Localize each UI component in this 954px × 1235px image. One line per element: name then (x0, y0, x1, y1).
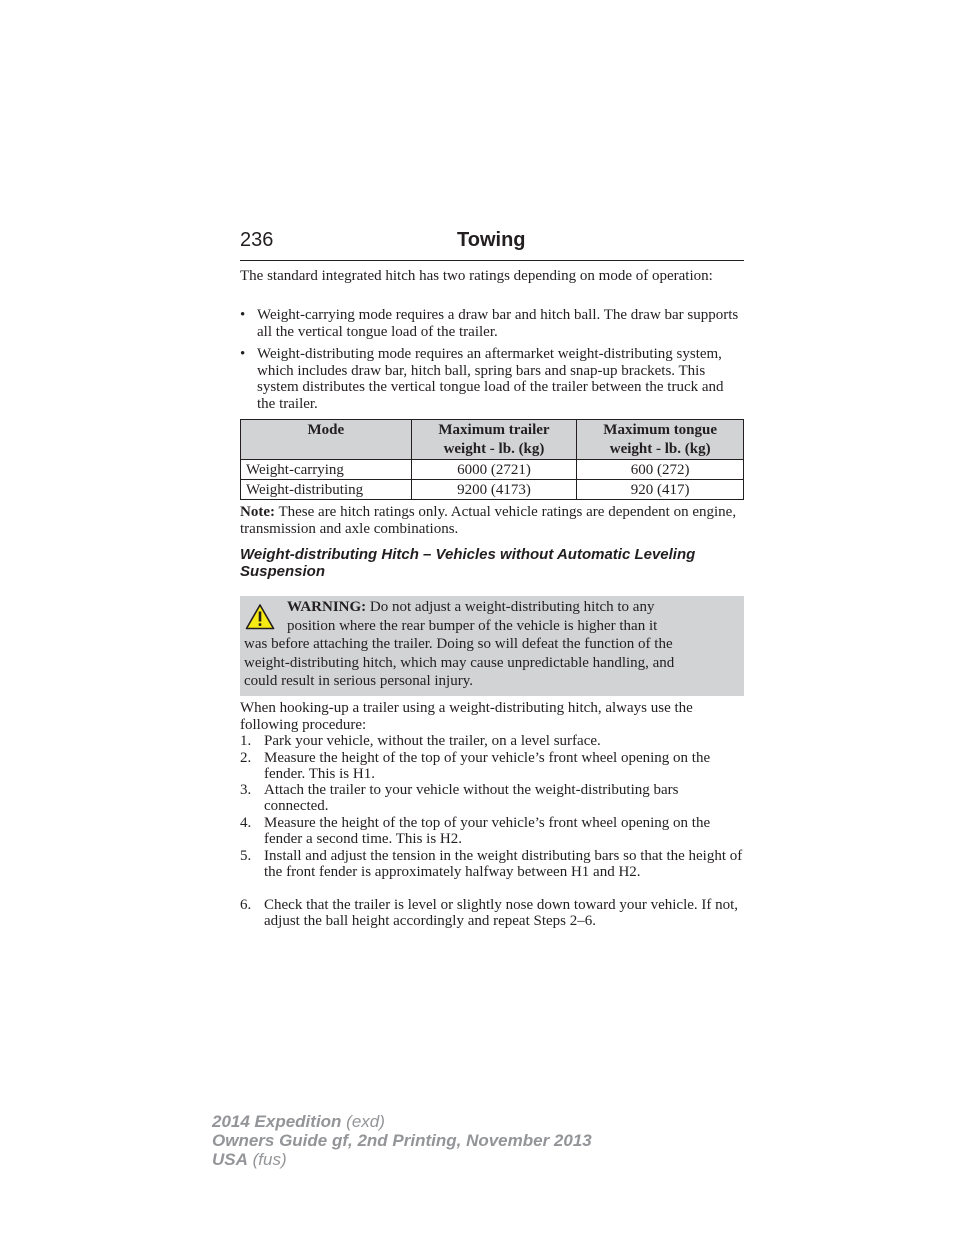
hitch-ratings-table (240, 419, 744, 500)
step-text: Measure the height of the top of your vehicle’s front wheel opening on the fender. This is H1. (264, 749, 711, 782)
table-row (241, 460, 744, 480)
bullet-symbol: • (240, 346, 246, 362)
step-number: 5. (240, 847, 252, 864)
step-text: Measure the height of the top of your vehicle’s front wheel opening on the fender a second time. This is H2. (264, 815, 711, 848)
table-cell-tongue-weight: 920 (417) (577, 480, 744, 500)
warning-line (287, 598, 654, 616)
column-header-mode: Mode (241, 420, 412, 460)
step-text: Park your vehicle, without the trailer, on a level surface. (264, 733, 601, 749)
footer-market-code: (fus) (252, 1150, 287, 1169)
table-row (241, 480, 744, 500)
warning-line: position where the rear bumper of the vehicle is higher than it (287, 617, 658, 634)
procedure-intro: When hooking-up a trailer using a weight-distributing hitch, always use the following procedure: (240, 700, 693, 733)
note-paragraph (240, 504, 745, 537)
procedure-step (240, 733, 745, 749)
footer-model-code: (exd) (346, 1112, 385, 1131)
table-cell-trailer-weight: 6000 (2721) (411, 460, 577, 480)
column-header-max-tongue-weight: Maximum tongue weight - lb. (kg) (577, 420, 744, 460)
bullet-item (240, 346, 745, 412)
procedure-step (240, 897, 745, 930)
procedure-step (240, 815, 745, 848)
step-number: 6. (240, 896, 252, 913)
warning-triangle-icon (245, 603, 275, 630)
footer-line (212, 1112, 592, 1131)
table-cell-tongue-weight: 600 (272) (577, 460, 744, 480)
section-subheading: Weight-distributing Hitch – Vehicles without Automatic Leveling Suspension (240, 546, 696, 580)
bullet-symbol: • (240, 307, 246, 323)
table-cell-trailer-weight: 9200 (4173) (411, 480, 577, 500)
procedure-step (240, 750, 745, 783)
step-number: 1. (240, 733, 252, 749)
page-number: 236 (240, 229, 274, 251)
note-label: Note: (240, 504, 275, 520)
warning-line: was before attaching the trailer. Doing so will defeat the function of the (244, 636, 673, 652)
procedure-step (240, 848, 745, 881)
page-header (240, 229, 744, 261)
footer-market: USA (212, 1150, 248, 1169)
step-number: 3. (240, 782, 252, 798)
warning-text: Do not adjust a weight-distributing hitch to any (369, 599, 655, 615)
procedure-step (240, 782, 745, 815)
bullet-text: Weight-carrying mode requires a draw bar and hitch ball. The draw bar supports all the vertical tongue load of the trailer. (257, 307, 739, 340)
step-text: Attach the trailer to your vehicle without the weight-distributing bars connected. (264, 782, 679, 815)
warning-box (240, 596, 744, 696)
bullet-text: Weight-distributing mode requires an aftermarket weight-distributing system, which includes draw bar, hitch ball, spring bars and snap-up brackets. This system distributes the vertical tongue load of the trailer between the truck and the trailer. (257, 346, 724, 412)
footer-edition: Owners Guide gf, 2nd Printing, November 2013 (212, 1131, 592, 1150)
footer-model: 2014 Expedition (212, 1112, 342, 1131)
page-footer (212, 1112, 592, 1169)
page-title: Towing (457, 229, 526, 251)
step-text: Install and adjust the tension in the weight distributing bars so that the height of the front fender is approximately halfway between H1 and H2. (264, 847, 743, 880)
step-text: Check that the trailer is level or slightly nose down toward your vehicle. If not, adjust the ball height accordingly and repeat Steps 2–6. (264, 896, 739, 929)
warning-line: weight-distributing hitch, which may cause unpredictable handling, and (244, 654, 675, 671)
warning-line: could result in serious personal injury. (244, 673, 473, 689)
footer-line (212, 1150, 592, 1169)
table-header-row (241, 420, 744, 460)
table-cell-mode: Weight-distributing (241, 480, 412, 500)
intro-paragraph: The standard integrated hitch has two ratings depending on mode of operation: (240, 268, 713, 284)
bullet-item (240, 307, 745, 340)
note-text: These are hitch ratings only. Actual vehicle ratings are dependent on engine, transmission and axle combinations. (240, 504, 737, 537)
step-number: 4. (240, 815, 252, 831)
column-header-max-trailer-weight: Maximum trailer weight - lb. (kg) (411, 420, 577, 460)
step-number: 2. (240, 749, 252, 766)
warning-label: WARNING: (287, 599, 367, 615)
table-cell-mode: Weight-carrying (241, 460, 412, 480)
